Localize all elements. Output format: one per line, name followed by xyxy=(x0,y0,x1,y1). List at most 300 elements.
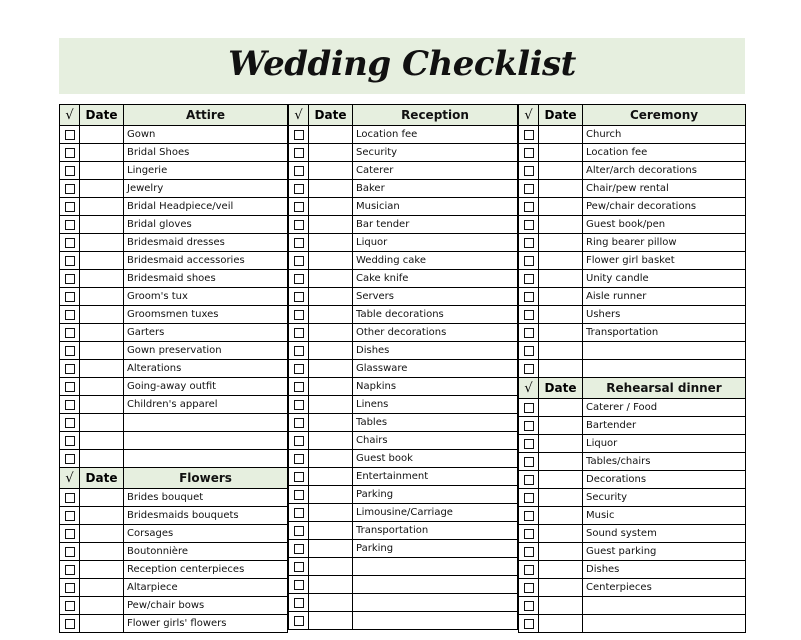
checkbox[interactable] xyxy=(294,472,304,482)
date-cell[interactable] xyxy=(539,471,583,488)
date-cell[interactable] xyxy=(80,198,124,215)
item-label: Bridal Shoes xyxy=(124,144,288,161)
date-cell[interactable] xyxy=(80,507,124,524)
checkbox-cell xyxy=(519,399,539,416)
date-cell[interactable] xyxy=(80,450,124,467)
checkbox-cell xyxy=(519,324,539,341)
checklist-row xyxy=(289,324,518,342)
checklist-row xyxy=(289,216,518,234)
date-cell[interactable] xyxy=(539,399,583,416)
checklist-row xyxy=(60,450,288,468)
date-cell[interactable] xyxy=(80,180,124,197)
checkbox[interactable] xyxy=(65,184,75,194)
item-label: Jewelry xyxy=(124,180,288,197)
check-header-icon: √ xyxy=(60,105,80,125)
checkbox[interactable] xyxy=(294,328,304,338)
date-cell[interactable] xyxy=(539,507,583,524)
checkbox[interactable] xyxy=(294,418,304,428)
checkbox-cell xyxy=(60,252,80,269)
checkbox[interactable] xyxy=(294,238,304,248)
checkbox-cell xyxy=(289,162,309,179)
checkbox[interactable] xyxy=(294,508,304,518)
checklist-row xyxy=(519,543,746,561)
checklist-row xyxy=(519,435,746,453)
checkbox[interactable] xyxy=(65,148,75,158)
checkbox[interactable] xyxy=(294,184,304,194)
item-label xyxy=(583,615,746,632)
item-label: Bartender xyxy=(583,417,746,434)
item-label: Unity candle xyxy=(583,270,746,287)
checklist-row xyxy=(289,342,518,360)
checkbox[interactable] xyxy=(65,493,75,503)
item-label: Flower girl basket xyxy=(583,252,746,269)
checklist-row xyxy=(289,486,518,504)
checkbox[interactable] xyxy=(294,256,304,266)
date-cell[interactable] xyxy=(80,216,124,233)
checkbox[interactable] xyxy=(65,565,75,575)
date-cell[interactable] xyxy=(309,558,353,575)
date-cell[interactable] xyxy=(309,540,353,557)
checklist-row xyxy=(289,396,518,414)
date-cell[interactable] xyxy=(309,270,353,287)
date-cell[interactable] xyxy=(80,414,124,431)
checkbox[interactable] xyxy=(524,274,534,284)
checkbox[interactable] xyxy=(294,400,304,410)
checkbox-cell xyxy=(289,198,309,215)
checklist-row xyxy=(60,144,288,162)
checkbox[interactable] xyxy=(294,202,304,212)
checklist-row xyxy=(289,558,518,576)
date-cell[interactable] xyxy=(539,216,583,233)
checkbox[interactable] xyxy=(524,238,534,248)
item-label: Pew/chair bows xyxy=(124,597,288,614)
item-label: Entertainment xyxy=(353,468,518,485)
section-header-ceremony xyxy=(519,105,746,126)
checkbox[interactable] xyxy=(294,274,304,284)
date-cell[interactable] xyxy=(80,543,124,560)
checkbox[interactable] xyxy=(524,166,534,176)
date-cell[interactable] xyxy=(539,162,583,179)
item-label: Musician xyxy=(353,198,518,215)
date-cell[interactable] xyxy=(80,432,124,449)
checklist-row xyxy=(519,489,746,507)
date-cell[interactable] xyxy=(80,270,124,287)
checklist-row xyxy=(289,144,518,162)
item-label: Lingerie xyxy=(124,162,288,179)
checklist-row xyxy=(60,396,288,414)
date-cell[interactable] xyxy=(80,579,124,596)
item-label: Guest parking xyxy=(583,543,746,560)
date-cell[interactable] xyxy=(309,450,353,467)
checkbox-cell xyxy=(519,306,539,323)
date-cell[interactable] xyxy=(539,597,583,614)
item-label xyxy=(353,612,518,629)
checkbox-cell xyxy=(519,360,539,377)
checkbox-cell xyxy=(519,579,539,596)
checkbox[interactable] xyxy=(65,382,75,392)
item-label: Decorations xyxy=(583,471,746,488)
checkbox[interactable] xyxy=(524,148,534,158)
item-label: Brides bouquet xyxy=(124,489,288,506)
item-label: Location fee xyxy=(353,126,518,143)
checkbox[interactable] xyxy=(65,346,75,356)
checkbox-cell xyxy=(60,324,80,341)
checkbox-cell xyxy=(60,507,80,524)
checklist-row xyxy=(60,306,288,324)
checkbox[interactable] xyxy=(524,511,534,521)
checkbox[interactable] xyxy=(65,310,75,320)
checkbox-cell xyxy=(289,288,309,305)
checklist-row xyxy=(289,522,518,540)
section-title: Ceremony xyxy=(583,105,746,125)
section-title: Reception xyxy=(353,105,518,125)
date-cell[interactable] xyxy=(539,417,583,434)
checkbox[interactable] xyxy=(65,292,75,302)
item-label: Liquor xyxy=(583,435,746,452)
date-cell[interactable] xyxy=(539,360,583,377)
checkbox[interactable] xyxy=(65,238,75,248)
date-cell[interactable] xyxy=(80,324,124,341)
checkbox[interactable] xyxy=(524,439,534,449)
checkbox-cell xyxy=(60,378,80,395)
checkbox[interactable] xyxy=(65,583,75,593)
item-label: Wedding cake xyxy=(353,252,518,269)
checkbox[interactable] xyxy=(524,202,534,212)
checklist-row xyxy=(289,306,518,324)
date-cell[interactable] xyxy=(80,396,124,413)
checkbox-cell xyxy=(519,180,539,197)
checkbox[interactable] xyxy=(294,220,304,230)
checkbox-cell xyxy=(289,270,309,287)
checkbox-cell xyxy=(60,126,80,143)
checkbox[interactable] xyxy=(294,580,304,590)
date-cell[interactable] xyxy=(309,252,353,269)
date-cell[interactable] xyxy=(80,489,124,506)
date-cell[interactable] xyxy=(539,180,583,197)
checkbox[interactable] xyxy=(524,547,534,557)
checkbox[interactable] xyxy=(524,256,534,266)
item-label: Transportation xyxy=(583,324,746,341)
item-label: Baker xyxy=(353,180,518,197)
checkbox[interactable] xyxy=(524,292,534,302)
item-label: Liquor xyxy=(353,234,518,251)
checklist-row xyxy=(519,162,746,180)
item-label: Caterer / Food xyxy=(583,399,746,416)
item-label: Garters xyxy=(124,324,288,341)
date-header: Date xyxy=(539,105,583,125)
checkbox[interactable] xyxy=(65,547,75,557)
date-cell[interactable] xyxy=(80,306,124,323)
item-label: Parking xyxy=(353,486,518,503)
checkbox-cell xyxy=(519,543,539,560)
date-cell[interactable] xyxy=(80,378,124,395)
checklist-row xyxy=(60,342,288,360)
date-cell[interactable] xyxy=(80,561,124,578)
checklist-row xyxy=(519,126,746,144)
checkbox-cell xyxy=(60,432,80,449)
checkbox[interactable] xyxy=(294,148,304,158)
checkbox[interactable] xyxy=(294,454,304,464)
checkbox[interactable] xyxy=(524,364,534,374)
checkbox[interactable] xyxy=(294,526,304,536)
date-cell[interactable] xyxy=(539,543,583,560)
item-label: Bridesmaids bouquets xyxy=(124,507,288,524)
date-cell[interactable] xyxy=(309,306,353,323)
checkbox[interactable] xyxy=(65,619,75,629)
checkbox[interactable] xyxy=(524,421,534,431)
checkbox-cell xyxy=(289,504,309,521)
date-cell[interactable] xyxy=(80,597,124,614)
checkbox-cell xyxy=(289,432,309,449)
checklist-row xyxy=(60,579,288,597)
date-cell[interactable] xyxy=(309,576,353,593)
checkbox-cell xyxy=(289,594,309,611)
check-header-icon: √ xyxy=(60,468,80,488)
checklist-row xyxy=(289,198,518,216)
checkbox[interactable] xyxy=(294,292,304,302)
item-label: Corsages xyxy=(124,525,288,542)
date-cell[interactable] xyxy=(539,234,583,251)
checkbox[interactable] xyxy=(524,310,534,320)
checkbox-cell xyxy=(519,507,539,524)
date-cell[interactable] xyxy=(309,216,353,233)
checkbox-cell xyxy=(519,270,539,287)
checklist-row xyxy=(289,180,518,198)
date-cell[interactable] xyxy=(309,162,353,179)
date-cell[interactable] xyxy=(80,525,124,542)
date-cell[interactable] xyxy=(539,306,583,323)
checklist-row xyxy=(60,543,288,561)
checkbox[interactable] xyxy=(294,490,304,500)
date-cell[interactable] xyxy=(539,579,583,596)
date-cell[interactable] xyxy=(309,432,353,449)
checklist-row xyxy=(289,414,518,432)
checklist-row xyxy=(60,288,288,306)
date-cell[interactable] xyxy=(309,612,353,629)
checkbox-cell xyxy=(60,216,80,233)
checkbox[interactable] xyxy=(524,130,534,140)
checkbox-cell xyxy=(60,450,80,467)
checkbox[interactable] xyxy=(524,328,534,338)
checkbox[interactable] xyxy=(524,220,534,230)
item-label: Security xyxy=(583,489,746,506)
item-label: Boutonnière xyxy=(124,543,288,560)
date-cell[interactable] xyxy=(539,252,583,269)
item-label: Church xyxy=(583,126,746,143)
checkbox[interactable] xyxy=(294,310,304,320)
date-cell[interactable] xyxy=(80,342,124,359)
checkbox-cell xyxy=(60,579,80,596)
checkbox[interactable] xyxy=(524,403,534,413)
checklist-row xyxy=(60,234,288,252)
checkbox[interactable] xyxy=(65,436,75,446)
item-label: Guest book/pen xyxy=(583,216,746,233)
item-label xyxy=(583,597,746,614)
checkbox[interactable] xyxy=(524,475,534,485)
item-label: Groomsmen tuxes xyxy=(124,306,288,323)
date-cell[interactable] xyxy=(539,342,583,359)
checkbox[interactable] xyxy=(65,601,75,611)
checkbox[interactable] xyxy=(294,382,304,392)
date-cell[interactable] xyxy=(80,162,124,179)
date-cell[interactable] xyxy=(309,414,353,431)
date-cell[interactable] xyxy=(539,288,583,305)
checkbox[interactable] xyxy=(65,529,75,539)
checklist-row xyxy=(60,414,288,432)
checkbox[interactable] xyxy=(65,418,75,428)
date-cell[interactable] xyxy=(309,594,353,611)
item-label: Guest book xyxy=(353,450,518,467)
date-cell[interactable] xyxy=(309,180,353,197)
checkbox[interactable] xyxy=(65,202,75,212)
checklist-row xyxy=(289,612,518,630)
date-cell[interactable] xyxy=(539,561,583,578)
checkbox-cell xyxy=(519,126,539,143)
checklist-row xyxy=(289,252,518,270)
checkbox[interactable] xyxy=(65,400,75,410)
checklist-row xyxy=(60,597,288,615)
checkbox-cell xyxy=(289,396,309,413)
checklist-row xyxy=(60,489,288,507)
checkbox[interactable] xyxy=(65,256,75,266)
checklist-row xyxy=(289,162,518,180)
checkbox-cell xyxy=(289,468,309,485)
checkbox-cell xyxy=(519,453,539,470)
date-cell[interactable] xyxy=(80,144,124,161)
date-cell[interactable] xyxy=(309,198,353,215)
checkbox[interactable] xyxy=(524,583,534,593)
item-label xyxy=(353,576,518,593)
checklist-row xyxy=(289,270,518,288)
checkbox[interactable] xyxy=(294,130,304,140)
date-cell[interactable] xyxy=(309,342,353,359)
checklist-row xyxy=(60,198,288,216)
date-cell[interactable] xyxy=(539,126,583,143)
checkbox-cell xyxy=(519,162,539,179)
checkbox-cell xyxy=(60,396,80,413)
checklist-row xyxy=(519,360,746,378)
checkbox[interactable] xyxy=(65,328,75,338)
checkbox[interactable] xyxy=(524,529,534,539)
checkbox[interactable] xyxy=(294,616,304,626)
checkbox-cell xyxy=(289,144,309,161)
item-label: Transportation xyxy=(353,522,518,539)
checklist-row xyxy=(60,615,288,633)
checklist-row xyxy=(60,324,288,342)
checkbox[interactable] xyxy=(65,364,75,374)
checkbox-cell xyxy=(60,198,80,215)
checkbox[interactable] xyxy=(294,544,304,554)
checkbox[interactable] xyxy=(65,220,75,230)
date-cell[interactable] xyxy=(539,435,583,452)
checkbox[interactable] xyxy=(524,565,534,575)
item-label: Flower girls' flowers xyxy=(124,615,288,632)
checkbox-cell xyxy=(519,216,539,233)
date-cell[interactable] xyxy=(309,126,353,143)
checkbox[interactable] xyxy=(294,436,304,446)
date-header: Date xyxy=(80,468,124,488)
checkbox[interactable] xyxy=(65,511,75,521)
checklist-row xyxy=(289,540,518,558)
checkbox[interactable] xyxy=(294,166,304,176)
checkbox[interactable] xyxy=(65,166,75,176)
date-cell[interactable] xyxy=(80,234,124,251)
checklist-column-3 xyxy=(518,104,746,633)
checkbox[interactable] xyxy=(524,457,534,467)
checklist-row xyxy=(519,453,746,471)
section-header-flowers xyxy=(60,468,288,489)
checkbox-cell xyxy=(519,525,539,542)
checkbox[interactable] xyxy=(524,184,534,194)
date-cell[interactable] xyxy=(309,360,353,377)
check-header-icon: √ xyxy=(289,105,309,125)
checkbox[interactable] xyxy=(524,346,534,356)
checkbox[interactable] xyxy=(65,130,75,140)
date-cell[interactable] xyxy=(309,486,353,503)
date-cell[interactable] xyxy=(539,615,583,632)
date-cell[interactable] xyxy=(539,489,583,506)
checklist-row xyxy=(60,507,288,525)
date-cell[interactable] xyxy=(309,522,353,539)
checkbox[interactable] xyxy=(65,454,75,464)
date-cell[interactable] xyxy=(539,198,583,215)
date-cell[interactable] xyxy=(309,468,353,485)
date-cell[interactable] xyxy=(80,252,124,269)
date-cell[interactable] xyxy=(539,525,583,542)
checkbox[interactable] xyxy=(524,493,534,503)
checkbox-cell xyxy=(519,597,539,614)
checklist-row xyxy=(519,399,746,417)
date-cell[interactable] xyxy=(309,378,353,395)
checkbox[interactable] xyxy=(294,562,304,572)
date-cell[interactable] xyxy=(309,234,353,251)
item-label: Groom's tux xyxy=(124,288,288,305)
date-cell[interactable] xyxy=(309,324,353,341)
date-cell[interactable] xyxy=(309,504,353,521)
checkbox-cell xyxy=(60,615,80,632)
date-cell[interactable] xyxy=(80,288,124,305)
date-cell[interactable] xyxy=(309,396,353,413)
checkbox[interactable] xyxy=(524,601,534,611)
checkbox[interactable] xyxy=(65,274,75,284)
title-banner xyxy=(59,38,745,94)
date-cell[interactable] xyxy=(539,453,583,470)
date-cell[interactable] xyxy=(80,615,124,632)
date-cell[interactable] xyxy=(309,288,353,305)
checklist-row xyxy=(60,216,288,234)
checkbox-cell xyxy=(289,486,309,503)
checkbox-cell xyxy=(519,615,539,632)
checkbox-cell xyxy=(60,561,80,578)
checkbox[interactable] xyxy=(294,346,304,356)
item-label: Ushers xyxy=(583,306,746,323)
checkbox[interactable] xyxy=(294,364,304,374)
date-cell[interactable] xyxy=(80,360,124,377)
item-label: Limousine/Carriage xyxy=(353,504,518,521)
item-label: Ring bearer pillow xyxy=(583,234,746,251)
checkbox[interactable] xyxy=(524,619,534,629)
checklist-row xyxy=(519,597,746,615)
checkbox-cell xyxy=(60,360,80,377)
date-cell[interactable] xyxy=(539,324,583,341)
date-cell[interactable] xyxy=(539,144,583,161)
checkbox[interactable] xyxy=(294,598,304,608)
date-cell[interactable] xyxy=(309,144,353,161)
date-cell[interactable] xyxy=(539,270,583,287)
checkbox-cell xyxy=(519,342,539,359)
date-cell[interactable] xyxy=(80,126,124,143)
check-header-icon: √ xyxy=(519,378,539,398)
